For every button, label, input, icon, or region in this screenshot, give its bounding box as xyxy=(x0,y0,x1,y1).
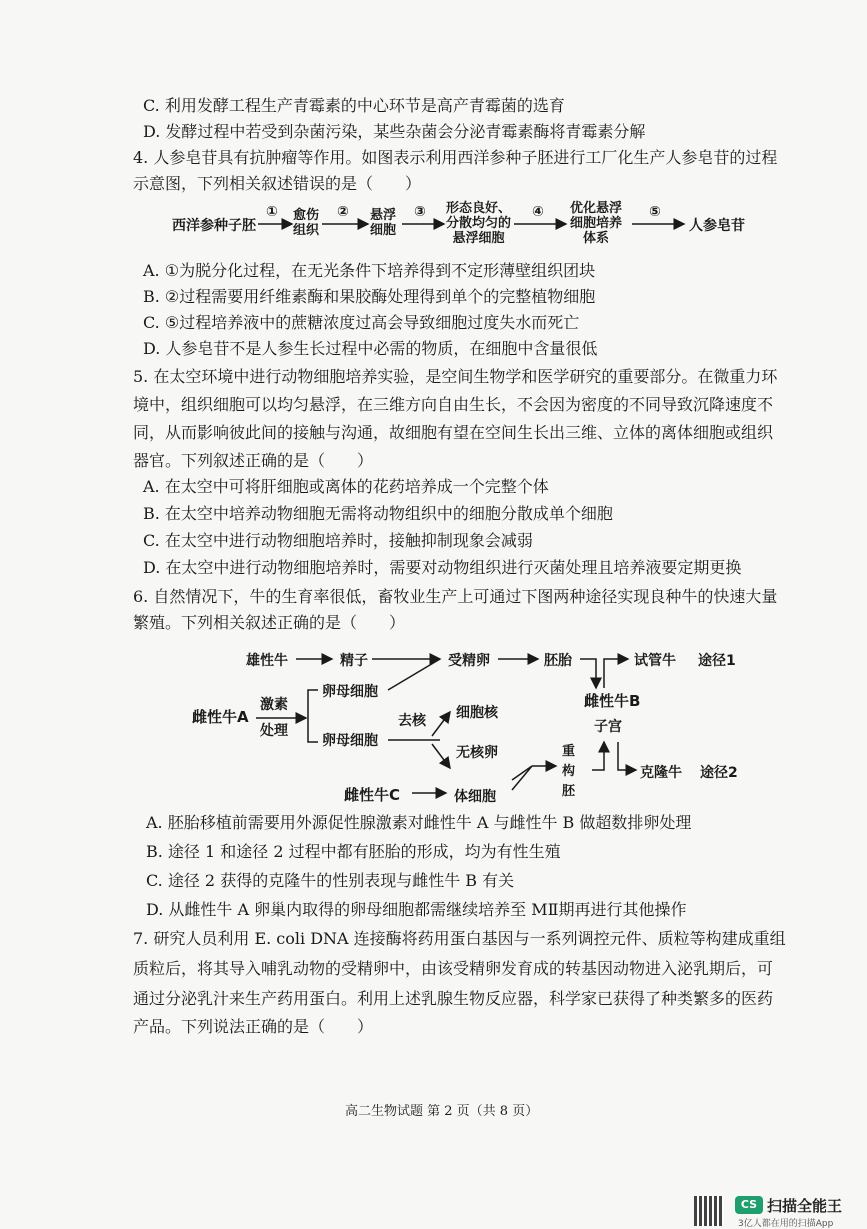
label-female-cow-b: 雌性牛B xyxy=(584,692,641,710)
option-text: C. ⑤过程培养液中的蔗糖浓度过高会导致细胞过度失水而死亡 xyxy=(143,313,580,332)
question-7-text: 产品。下列说法正确的是（ ） xyxy=(133,1017,374,1036)
question-5-text: 境中，组织细胞可以均匀悬浮，在三维方向自由生长，不会因为密度的不同导致沉降速度不 xyxy=(133,395,774,414)
label-enucleation: 去核 xyxy=(398,713,426,729)
label-male-cow: 雄性牛 xyxy=(246,653,288,669)
label-embryo: 胚胎 xyxy=(544,653,572,669)
option-text: D. 发酵过程中若受到杂菌污染，某些杂菌会分泌青霉素酶将青霉素分解 xyxy=(143,122,646,141)
label-nucleus: 细胞核 xyxy=(456,705,498,721)
option-text: C. 途径 2 获得的克隆牛的性别表现与雌性牛 B 有关 xyxy=(146,871,515,890)
question-6-text: 6. 自然情况下，牛的生育率很低，畜牧业生产上可通过下图两种途径实现良种牛的快速大量 xyxy=(133,587,778,606)
question-4-text: 示意图，下列相关叙述错误的是（ ） xyxy=(133,174,422,193)
label-oocyte-2: 卵母细胞 xyxy=(322,733,378,749)
cs-logo-icon: CS xyxy=(735,1196,763,1214)
label-oocyte-1: 卵母细胞 xyxy=(322,684,378,700)
question-4-text: 4. 人参皂苷具有抗肿瘤等作用。如图表示利用西洋参种子胚进行工厂化生产人参皂苷的过程 xyxy=(133,148,778,167)
flow-node-dispersed: 形态良好、 分散均匀的 悬浮细胞 xyxy=(446,201,512,246)
flow-step-5: ⑤ xyxy=(649,204,661,220)
scanner-app-subtitle: 3亿人都在用的扫描App xyxy=(738,1219,834,1229)
question-7-text: 7. 研究人员利用 E. coli DNA 连接酶将药用蛋白基因与一系列调控元件、质粒等构建成重组 xyxy=(133,929,786,948)
label-clone-cow: 克隆牛 xyxy=(640,765,682,781)
label-route-1: 途径1 xyxy=(698,653,736,669)
option-text: B. 在太空中培养动物细胞无需将动物组织中的细胞分散成单个细胞 xyxy=(143,504,613,523)
qr-code-icon xyxy=(694,1196,724,1226)
flow-node-optimized: 优化悬浮 细胞培养 体系 xyxy=(570,201,623,246)
label-test-tube-cow: 试管牛 xyxy=(634,653,676,669)
page-footer: 高二生物试题 第 2 页（共 8 页） xyxy=(345,1104,539,1119)
flow-node-suspension: 悬浮 细胞 xyxy=(370,208,397,238)
label-anucleate-egg: 无核卵 xyxy=(456,745,498,761)
question-5-text: 同，从而影响彼此间的接触与沟通，故细胞有望在空间生长出三维、立体的离体细胞或组织 xyxy=(133,423,774,442)
option-text: B. ②过程需要用纤维素酶和果胶酶处理得到单个的完整植物细胞 xyxy=(143,287,596,306)
flow-start: 西洋参种子胚 xyxy=(172,218,256,234)
option-text: D. 从雌性牛 A 卵巢内取得的卵母细胞都需继续培养至 MⅡ期再进行其他操作 xyxy=(146,900,687,919)
option-text: A. ①为脱分化过程，在无光条件下培养得到不定形薄壁组织团块 xyxy=(143,261,596,280)
question-7-text: 通过分泌乳汁来生产药用蛋白。利用上述乳腺生物反应器，科学家已获得了种类繁多的医药 xyxy=(133,989,774,1008)
option-text: A. 在太空中可将肝细胞或离体的花药培养成一个完整个体 xyxy=(143,477,549,496)
question-6-text: 繁殖。下列相关叙述正确的是（ ） xyxy=(133,613,406,632)
flow-step-4: ④ xyxy=(532,204,544,220)
label-reconstructed-embryo: 重 构 胚 xyxy=(562,744,576,799)
label-uterus: 子宫 xyxy=(594,719,622,735)
question-7-text: 质粒后，将其导入哺乳动物的受精卵中，由该受精卵发育成的转基因动物进入泌乳期后，可 xyxy=(133,959,774,978)
label-sperm: 精子 xyxy=(340,653,368,669)
label-female-cow-a: 雌性牛A xyxy=(192,708,249,726)
option-text: C. 利用发酵工程生产青霉素的中心环节是高产青霉菌的选育 xyxy=(143,96,565,115)
label-zygote: 受精卵 xyxy=(448,653,490,669)
flow-end: 人参皂苷 xyxy=(689,218,745,234)
option-text: D. 在太空中进行动物细胞培养时，需要对动物组织进行灭菌处理且培养液要定期更换 xyxy=(143,558,742,577)
option-text: C. 在太空中进行动物细胞培养时，接触抑制现象会减弱 xyxy=(143,531,533,550)
label-hormone: 激素 xyxy=(260,697,288,713)
option-text: B. 途径 1 和途径 2 过程中都有胚胎的形成，均为有性生殖 xyxy=(146,842,561,861)
question-5-text: 5. 在太空环境中进行动物细胞培养实验，是空间生物学和医学研究的重要部分。在微重力环 xyxy=(133,367,778,386)
flow-step-1: ① xyxy=(266,204,278,220)
label-female-cow-c: 雌性牛C xyxy=(344,786,401,804)
scanner-app-title: 扫描全能王 xyxy=(767,1197,843,1215)
flow-step-2: ② xyxy=(337,204,349,220)
option-text: D. 人参皂苷不是人参生长过程中必需的物质，在细胞中含量很低 xyxy=(143,339,598,358)
flow-step-3: ③ xyxy=(414,204,426,220)
label-somatic-cell: 体细胞 xyxy=(454,789,496,805)
flow-node-callus: 愈伤 组织 xyxy=(293,208,320,238)
label-route-2: 途径2 xyxy=(700,765,738,781)
option-text: A. 胚胎移植前需要用外源促性腺激素对雌性牛 A 与雌性牛 B 做超数排卵处理 xyxy=(146,813,692,832)
question-5-text: 器官。下列叙述正确的是（ ） xyxy=(133,451,374,470)
label-treatment: 处理 xyxy=(260,723,288,739)
